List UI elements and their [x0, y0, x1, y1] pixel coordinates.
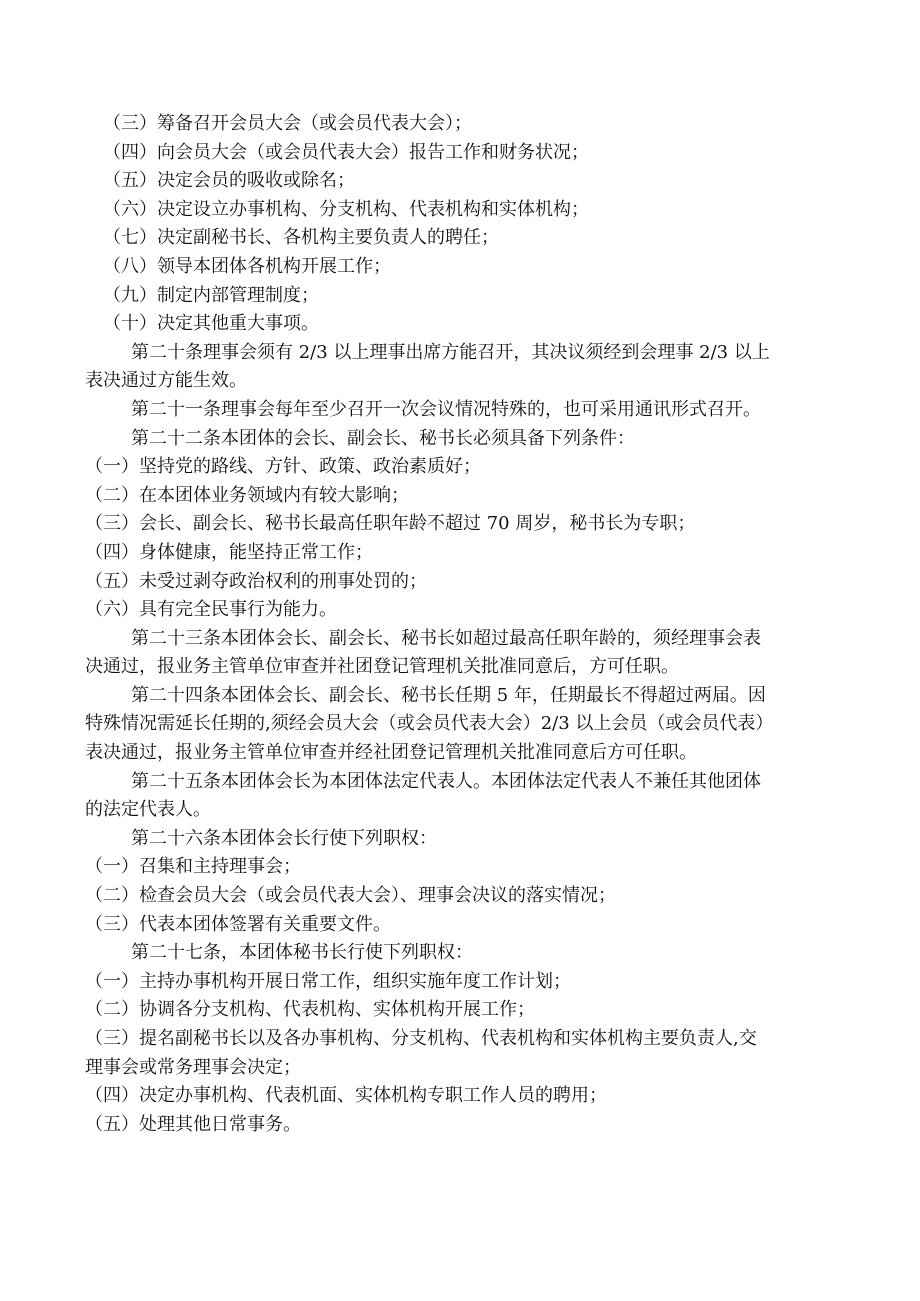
- list-item: （一）坚持党的路线、方针、政策、政治素质好；: [85, 456, 481, 478]
- list-item: （三）筹备召开会员大会（或会员代表大会）；: [103, 113, 472, 134]
- list-item: （五）未受过剥夺政治权利的刑事处罚的；: [85, 570, 427, 592]
- list-item: （八）领导本团体各机构开展工作；: [103, 255, 391, 277]
- list-item-continuation: 理事会或常务理事会决定；: [85, 1056, 301, 1078]
- list-item: （三）提名副秘书长以及各办事机构、分支机构、代表机构和实体机构主要负责人,交: [85, 1028, 757, 1049]
- article-25-line-2: 的法定代表人。: [85, 799, 211, 821]
- article-24-line-2: 特殊情况需延长任期的,须经会员大会（或会员代表大会）2/3 以上会员（或会员代表）: [85, 713, 774, 735]
- article-26: 第二十六条本团体会长行使下列职权：: [131, 827, 437, 849]
- list-item: （五）决定会员的吸收或除名；: [103, 170, 355, 192]
- list-item: （一）召集和主持理事会；: [85, 856, 301, 878]
- list-item: （四）身体健康，能坚持正常工作；: [85, 541, 373, 563]
- list-item: （六）决定设立办事机构、分支机构、代表机构和实体机构；: [103, 198, 589, 220]
- list-item: （七）决定副秘书长、各机构主要负责人的聘任；: [103, 227, 499, 249]
- list-item: （四）向会员大会（或会员代表大会）报告工作和财务状况；: [103, 141, 589, 163]
- article-22: 第二十二条本团体的会长、副会长、秘书长必须具备下列条件：: [131, 427, 635, 449]
- article-24-line-3: 表决通过，报业务主管单位审查并经社团登记管理机关批准同意后方可任职。: [85, 742, 697, 764]
- document-body: [85, 110, 845, 1139]
- list-item: （二）在本团体业务领域内有较大影响；: [85, 484, 409, 506]
- list-item: （五）处理其他日常事务。: [85, 1113, 301, 1135]
- article-24-line-1: 第二十四条本团体会长、副会长、秘书长任期 5 年，任期最长不得超过两届。因: [131, 684, 766, 706]
- list-item: （九）制定内部管理制度；: [103, 284, 319, 306]
- list-item: （六）具有完全民事行为能力。: [85, 599, 337, 621]
- article-25-line-1: 第二十五条本团体会长为本团体法定代表人。本团体法定代表人不兼任其他团体: [131, 770, 761, 792]
- article-20-line-1: 第二十条理事会须有 2/3 以上理事出席方能召开，其决议须经到会理事 2/3 以上: [131, 341, 770, 363]
- list-item: （三）代表本团体签署有关重要文件。: [85, 913, 391, 935]
- article-20-line-2: 表决通过方能生效。: [85, 370, 247, 392]
- article-23-line-2: 决通过，报业务主管单位审查并社团登记管理机关批准同意后，方可任职。: [85, 656, 679, 678]
- list-item: （三）会长、副会长、秘书长最高任职年龄不超过 70 周岁，秘书长为专职；: [85, 513, 696, 535]
- article-23-line-1: 第二十三条本团体会长、副会长、秘书长如超过最高任职年龄的，须经理事会表: [131, 627, 761, 649]
- list-item: （二）检查会员大会（或会员代表大会）、理事会决议的落实情况；: [85, 885, 616, 907]
- list-item: （十）决定其他重大事项。: [103, 313, 319, 335]
- list-item: （一）主持办事机构开展日常工作，组织实施年度工作计划；: [85, 970, 571, 992]
- article-27: 第二十七条，本团体秘书长行使下列职权：: [131, 942, 473, 964]
- article-21: 第二十一条理事会每年至少召开一次会议情况特殊的，也可采用通讯形式召开。: [131, 398, 761, 420]
- list-item: （二）协调各分支机构、代表机构、实体机构开展工作；: [85, 999, 535, 1021]
- list-item: （四）决定办事机构、代表机面、实体机构专职工作人员的聘用；: [85, 1085, 607, 1107]
